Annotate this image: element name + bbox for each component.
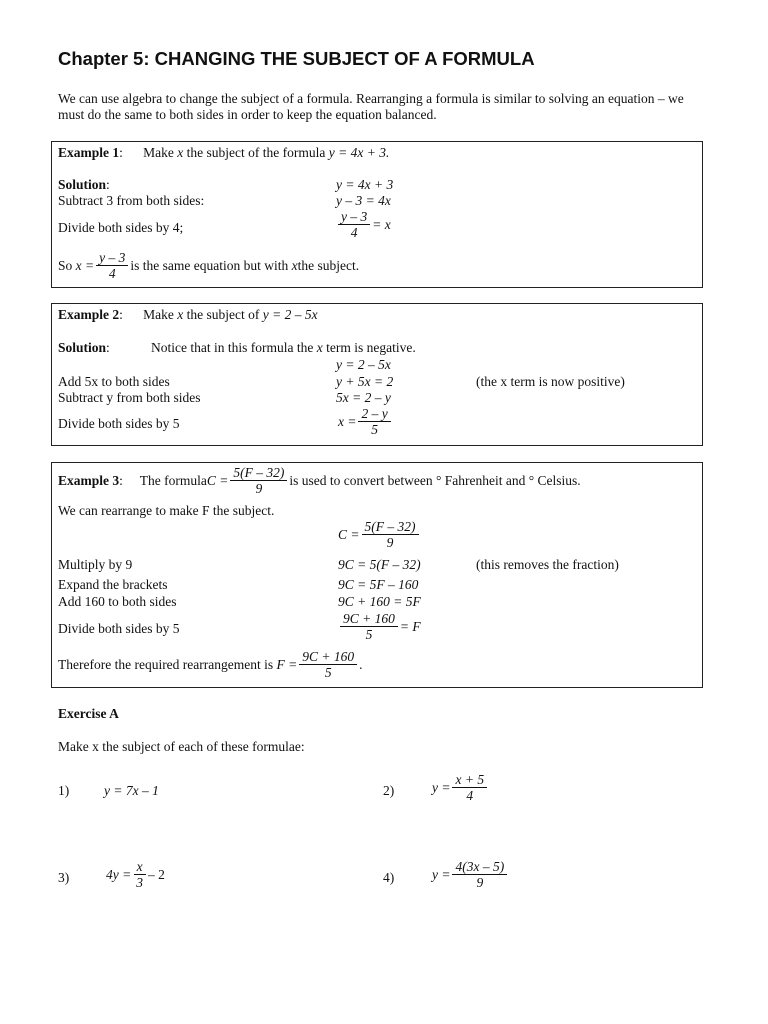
exercise-title: Exercise A: [58, 706, 119, 721]
question-3-formula: 4y = $\frac{x}{3}$ – 2: [106, 859, 165, 890]
example-1-eq0: y = 4x + 3: [336, 177, 394, 192]
example-1-conclusion: So x = $\frac{y - 3}{4}$ is the same equation but with x the subject.: [58, 250, 360, 281]
example-2-step1: Add 5x to both sides: [58, 374, 170, 389]
example-3-conclusion: Therefore the required rearrangement is F = $\frac{9C + 160}{5}$ .: [58, 649, 363, 680]
example-3-eq1: 9C = 5(F – 32): [338, 557, 421, 572]
example-1-solution-label: Solution:: [58, 177, 110, 192]
page-title: Chapter 5: CHANGING THE SUBJECT OF A FORMULA: [58, 48, 535, 69]
example-2-step2: Subtract y from both sides: [58, 390, 201, 405]
example-3-prompt: Example 3 : The formula C = $\frac{5(F - 32)}{9}$ is used to convert between ° Fahrenheit and ° Celsius.: [58, 465, 581, 496]
example-3-box: [51, 462, 703, 688]
example-2-eq1: y + 5x = 2: [336, 374, 394, 389]
example-2-box: [51, 303, 703, 446]
example-3-eq0: C = $\frac{5(F - 32)}{9}$: [338, 519, 421, 550]
question-3-number: 3): [58, 870, 70, 885]
example-1-eq1: y – 3 = 4x: [336, 193, 391, 208]
example-3-eq3: 9C + 160 = 5F: [338, 594, 421, 609]
example-3-eq2: 9C = 5F – 160: [338, 577, 419, 592]
example-1-eq2: $\frac{y - 3}{4}$ = x: [336, 209, 391, 240]
example-2-solution-label: Solution:: [58, 340, 110, 355]
example-2-note1: (the x term is now positive): [476, 374, 625, 389]
example-3-line2: We can rearrange to make F the subject.: [58, 503, 275, 518]
question-2-number: 2): [383, 783, 395, 798]
example-3-step3: Add 160 to both sides: [58, 594, 177, 609]
question-4-number: 4): [383, 870, 395, 885]
example-3-note1: (this removes the fraction): [476, 557, 619, 572]
example-2-solution-text: Notice that in this formula the x term is negative.: [151, 340, 416, 355]
example-1-box: [51, 141, 703, 288]
example-3-step1: Multiply by 9: [58, 557, 133, 572]
example-2-eq3: x = $\frac{2 - y}{5}$: [338, 406, 393, 437]
example-1-step1: Subtract 3 from both sides:: [58, 193, 205, 208]
example-2-label: Example 2: [58, 307, 120, 322]
example-2-step3: Divide both sides by 5: [58, 416, 180, 431]
question-4-formula: y = $\frac{4(3x - 5)}{9}$: [432, 859, 509, 890]
question-2-formula: y = $\frac{x + 5}{4}$: [432, 772, 489, 803]
question-1-formula: y = 7x – 1: [104, 783, 159, 798]
example-3-eq4: $\frac{9C + 160}{5}$ = F: [338, 611, 421, 642]
question-1-number: 1): [58, 783, 70, 798]
example-2-eq0: y = 2 – 5x: [336, 357, 391, 372]
example-3-step2: Expand the brackets: [58, 577, 168, 592]
example-1-step2: Divide both sides by 4;: [58, 220, 184, 235]
example-2-prompt: Example 2: Make x the subject of y = 2 – 5x: [58, 307, 318, 322]
exercise-instruction: Make x the subject of each of these formulae:: [58, 739, 305, 754]
example-1-label: Example 1: [58, 145, 120, 160]
example-2-eq2: 5x = 2 – y: [336, 390, 391, 405]
intro-paragraph: We can use algebra to change the subject of a formula. Rearranging a formula is similar to solving an equation – we must do the same to both sides in order to keep the equation balanced.: [58, 91, 684, 122]
example-1-prompt: Example 1: Make x the subject of the formula y = 4x + 3.: [58, 145, 390, 160]
example-3-step4: Divide both sides by 5: [58, 621, 180, 636]
example-3-label: Example 3: [58, 472, 120, 488]
